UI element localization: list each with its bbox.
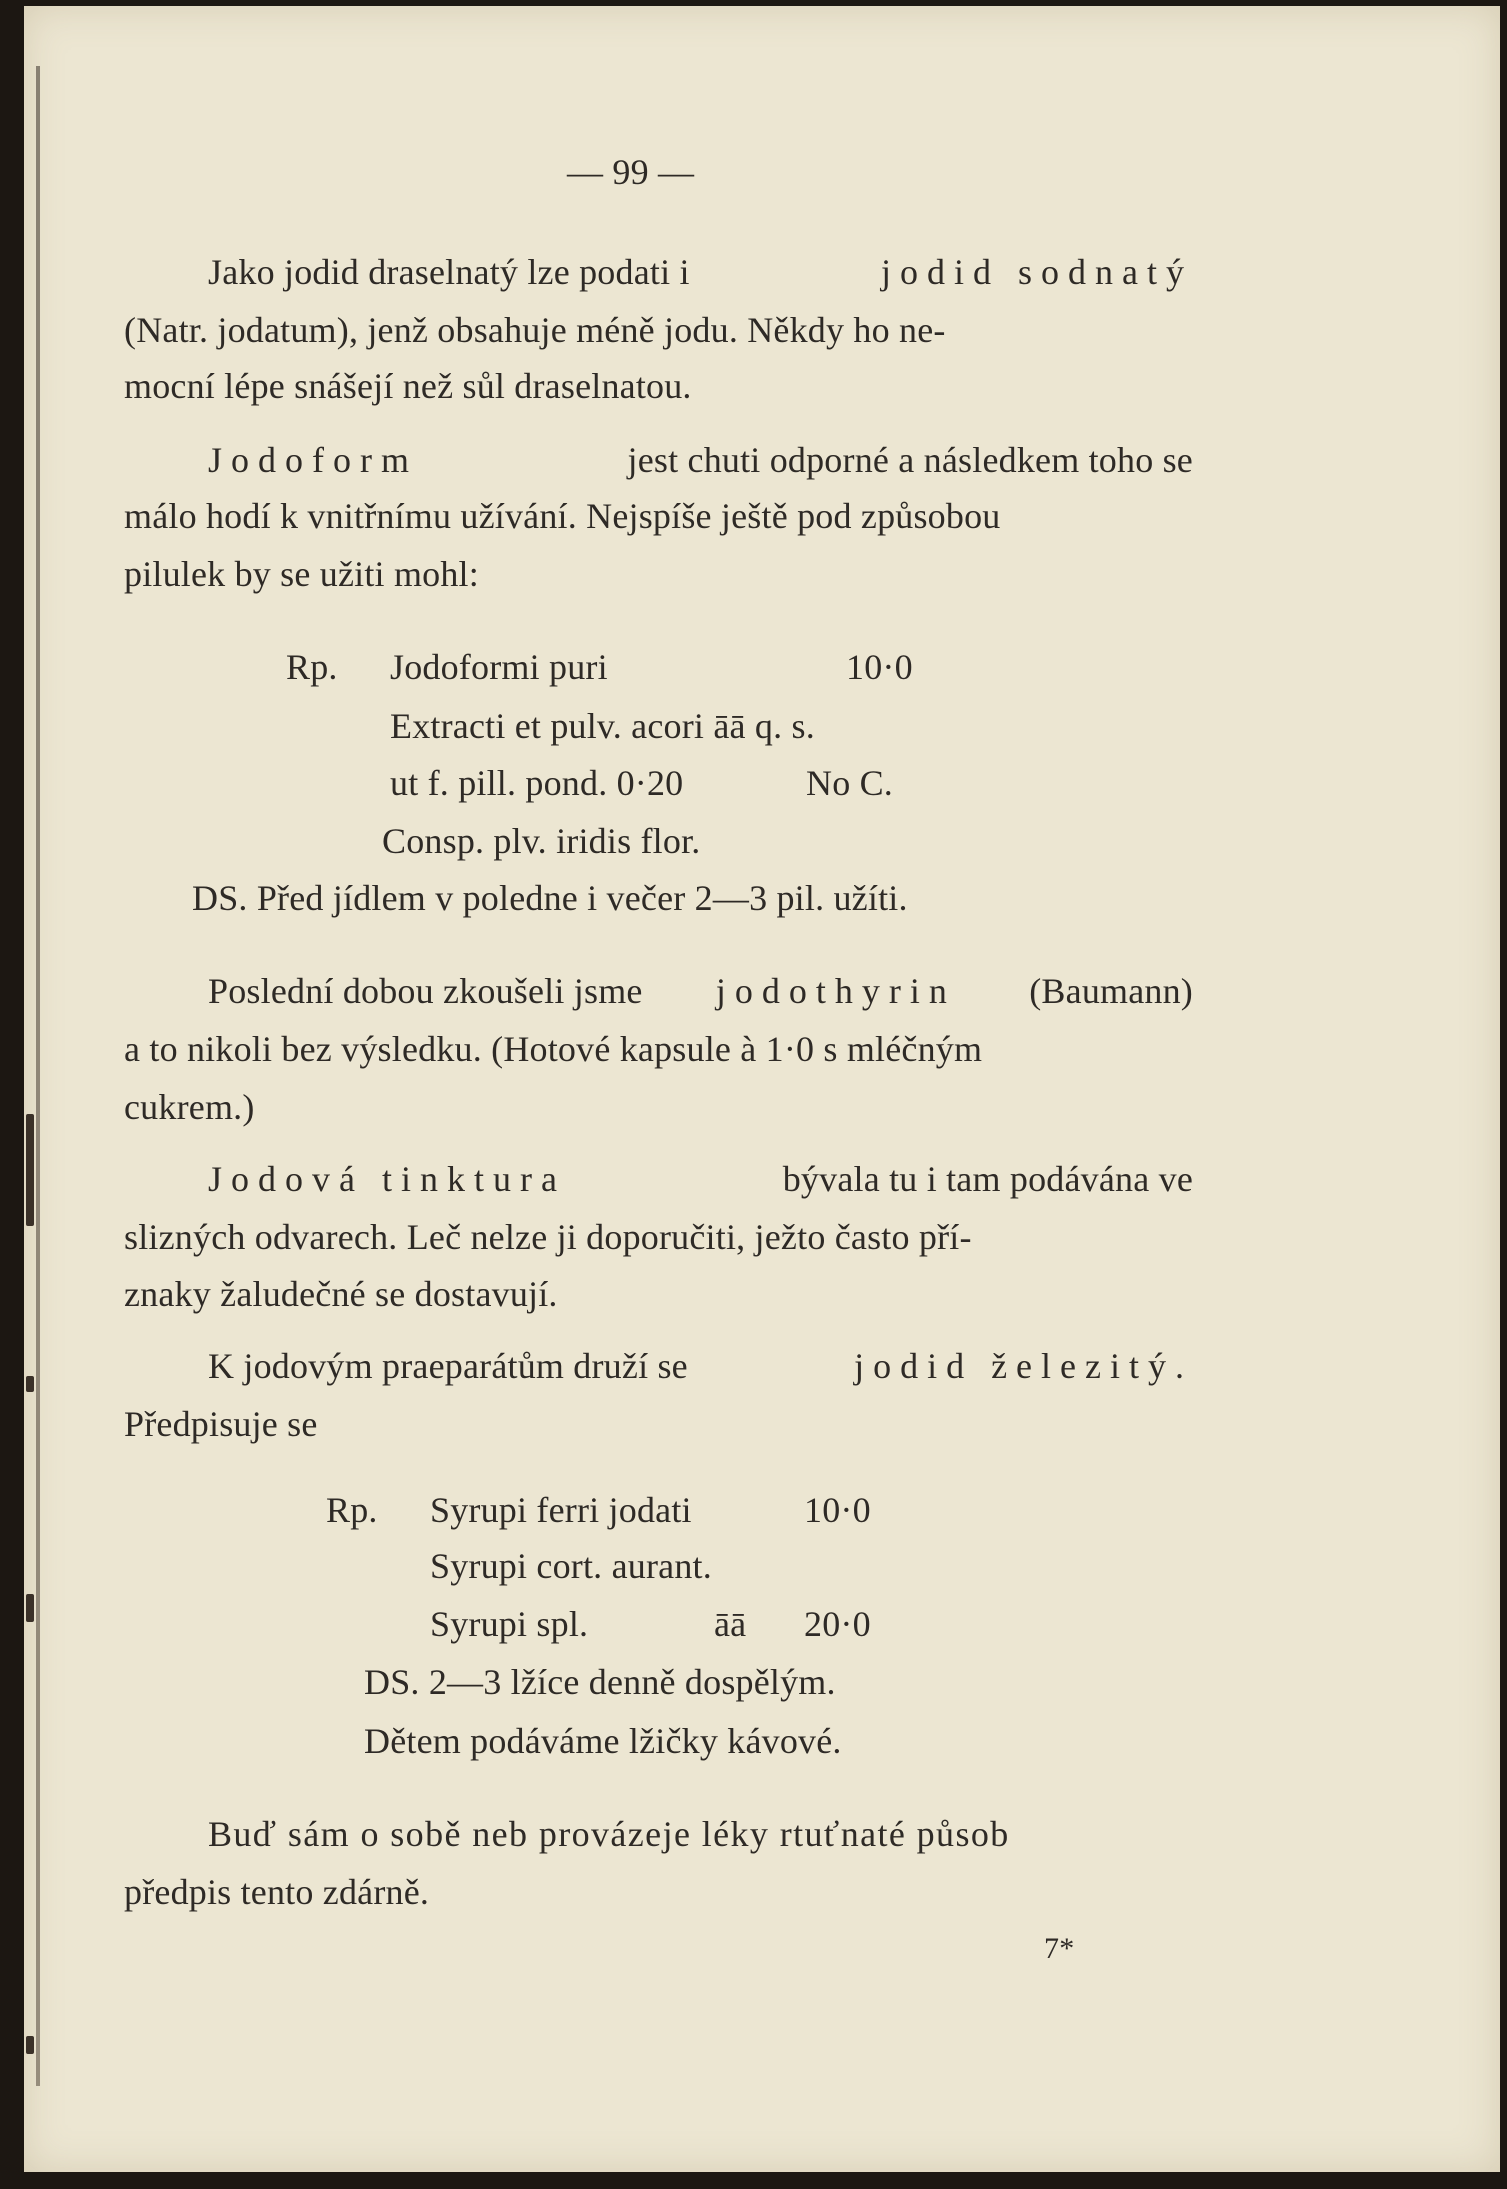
paragraph-line (124, 1161, 1193, 1197)
recipe-dosage: DS. 2—3 lžíce denně dospělým. (364, 1662, 836, 1702)
binding-edge (36, 66, 40, 2086)
binding-mark (26, 1114, 34, 1226)
recipe-rp: Rp. (286, 647, 338, 687)
recipe-amount: No C. (806, 763, 894, 803)
text-run: (Baumann) (1029, 971, 1193, 1011)
paragraph-line: předpis tento zdárně. (124, 1872, 430, 1912)
paragraph-line (124, 973, 1193, 1009)
recipe-instruction: ut f. pill. pond. 0·20 (390, 763, 684, 803)
text-run: Poslední dobou zkoušeli jsme (208, 971, 643, 1011)
spaced-term: Jodoform (208, 440, 418, 480)
spaced-term: jodid železitý. (854, 1346, 1193, 1386)
text-run: jest chuti odporné a následkem toho se (627, 440, 1193, 480)
paragraph-line (124, 442, 1193, 478)
recipe-ingredient: Syrupi spl. (430, 1604, 589, 1644)
recipe-dosage: DS. Před jídlem v poledne i večer 2—3 pil. užíti. (192, 878, 908, 918)
recipe-note: Dětem podáváme lžičky kávové. (364, 1721, 842, 1761)
recipe-amount: 10·0 (846, 647, 913, 687)
paragraph-line: cukrem.) (124, 1087, 255, 1127)
paragraph-line: (Natr. jodatum), jenž obsahuje méně jodu. Někdy ho ne- (124, 310, 946, 350)
spaced-term: jodothyrin (715, 971, 956, 1011)
binding-mark (26, 2036, 34, 2054)
recipe-amount: 20·0 (804, 1604, 871, 1644)
paragraph-line: málo hodí k vnitřnímu užívání. Nejspíše ještě pod způsobou (124, 496, 1001, 536)
recipe-aa: āā (714, 1604, 747, 1644)
page-number: — 99 — (567, 152, 695, 192)
paragraph-line: a to nikoli bez výsledku. (Hotové kapsule à 1·0 s mléčným (124, 1029, 983, 1069)
paragraph-line: Předpisuje se (124, 1404, 318, 1444)
paragraph-line: pilulek by se užiti mohl: (124, 554, 479, 594)
book-page (24, 6, 1500, 2172)
recipe-ingredient: Syrupi cort. aurant. (430, 1546, 712, 1586)
text-run: bývala tu i tam podávána ve (782, 1159, 1193, 1199)
binding-mark (26, 1594, 34, 1622)
binding-mark (26, 1376, 34, 1392)
spaced-term: jodid sodnatý (881, 252, 1193, 292)
recipe-instruction: Consp. plv. iridis flor. (382, 821, 701, 861)
paragraph-line: slizných odvarech. Leč nelze ji doporučiti, ježto často pří- (124, 1217, 972, 1257)
paragraph-line: mocní lépe snášejí než sůl draselnatou. (124, 366, 692, 406)
recipe-amount: 10·0 (804, 1490, 871, 1530)
recipe-ingredient: Extracti et pulv. acori āā q. s. (390, 706, 815, 746)
paragraph-line (124, 1348, 1193, 1384)
text-run: K jodovým praeparátům druží se (208, 1346, 688, 1386)
text-run: Jako jodid draselnatý lze podati i (208, 252, 690, 292)
spaced-term: Jodová tinktura (208, 1159, 566, 1199)
paragraph-line: znaky žaludečné se dostavují. (124, 1274, 558, 1314)
recipe-ingredient: Syrupi ferri jodati (430, 1490, 692, 1530)
signature-mark: 7* (1044, 1932, 1075, 1965)
recipe-ingredient: Jodoformi puri (390, 647, 608, 687)
recipe-rp: Rp. (326, 1490, 378, 1530)
paragraph-line (124, 254, 1193, 290)
paragraph-line: Buď sám o sobě neb provázeje léky rtuťnaté působ (208, 1814, 1010, 1854)
